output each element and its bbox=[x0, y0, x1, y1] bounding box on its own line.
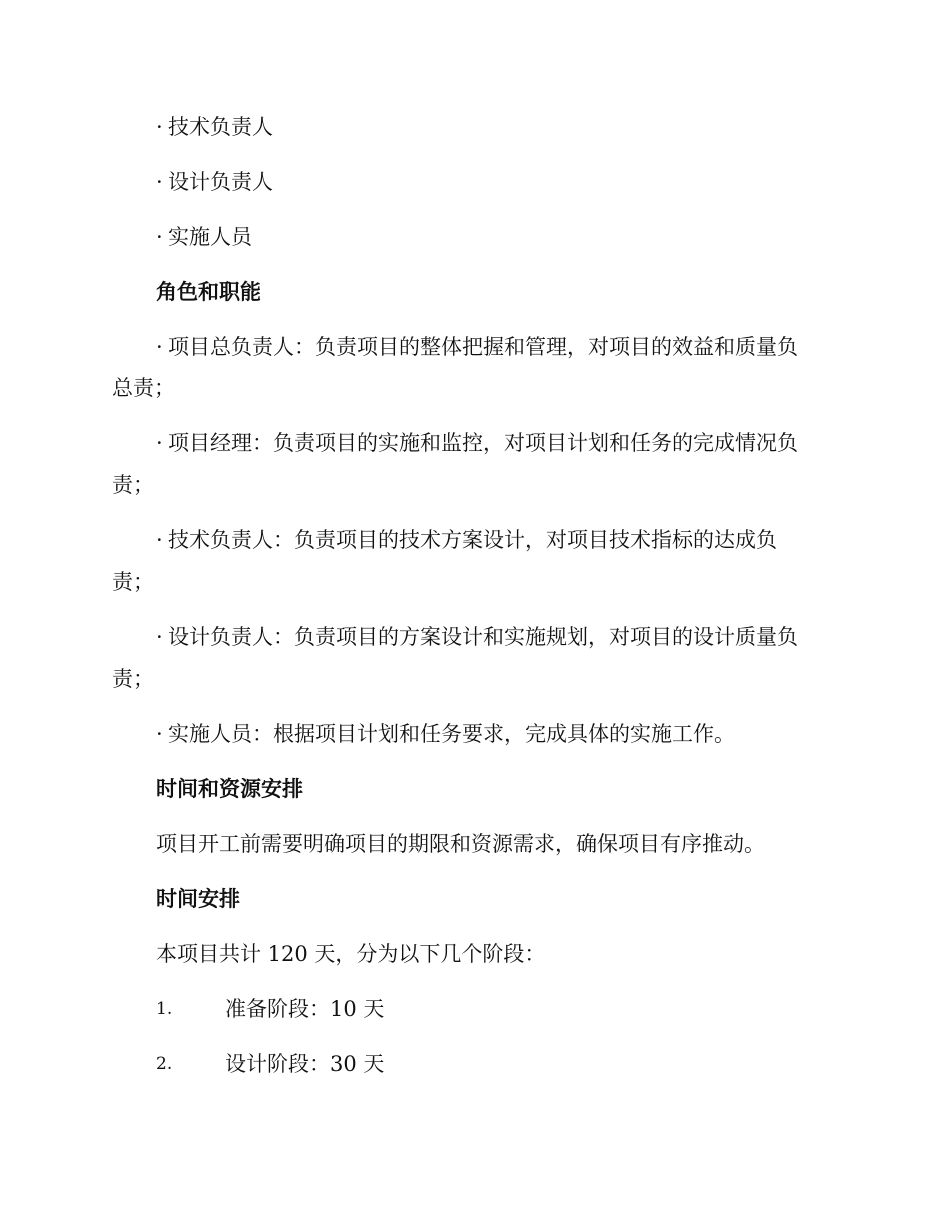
time-resource-heading: 时间和资源安排 bbox=[156, 777, 303, 801]
bullet-icon: · bbox=[156, 431, 163, 455]
role-item: · 实施人员：根据项目计划和任务要求，完成具体的实施工作。 bbox=[156, 719, 735, 749]
role-item-continuation: 责； bbox=[112, 570, 154, 594]
schedule-heading: 时间安排 bbox=[156, 887, 240, 911]
bullet-icon: · bbox=[156, 722, 163, 746]
time-resource-paragraph: 项目开工前需要明确项目的期限和资源需求，确保项目有序推动。 bbox=[156, 832, 765, 856]
bullet-icon: · bbox=[156, 170, 163, 194]
phase-text: 准备阶段：10 天 bbox=[225, 997, 385, 1021]
role-item-continuation: 责； bbox=[112, 667, 154, 691]
roles-heading: 角色和职能 bbox=[156, 280, 261, 304]
bullet-icon: · bbox=[156, 225, 163, 249]
phase-number: 2. bbox=[156, 1054, 173, 1074]
bullet-icon: · bbox=[156, 115, 163, 139]
schedule-intro: 本项目共计 120 天，分为以下几个阶段： bbox=[156, 942, 546, 966]
role-item: · 技术负责人：负责项目的技术方案设计，对项目技术指标的达成负 bbox=[156, 525, 777, 555]
role-item: · 设计负责人：负责项目的方案设计和实施规划，对项目的设计质量负 bbox=[156, 622, 798, 652]
personnel-item: · 技术负责人 bbox=[156, 112, 273, 142]
personnel-item: · 设计负责人 bbox=[156, 167, 273, 197]
role-item-continuation: 总责； bbox=[112, 376, 175, 400]
phase-number: 1. bbox=[156, 999, 173, 1019]
bullet-icon: · bbox=[156, 528, 163, 552]
role-item: · 项目总负责人：负责项目的整体把握和管理，对项目的效益和质量负 bbox=[156, 332, 798, 362]
bullet-icon: · bbox=[156, 335, 163, 359]
role-item: · 项目经理：负责项目的实施和监控，对项目计划和任务的完成情况负 bbox=[156, 428, 798, 458]
bullet-icon: · bbox=[156, 625, 163, 649]
phase-text: 设计阶段：30 天 bbox=[225, 1052, 385, 1076]
role-item-continuation: 责； bbox=[112, 473, 154, 497]
personnel-item: · 实施人员 bbox=[156, 222, 252, 252]
